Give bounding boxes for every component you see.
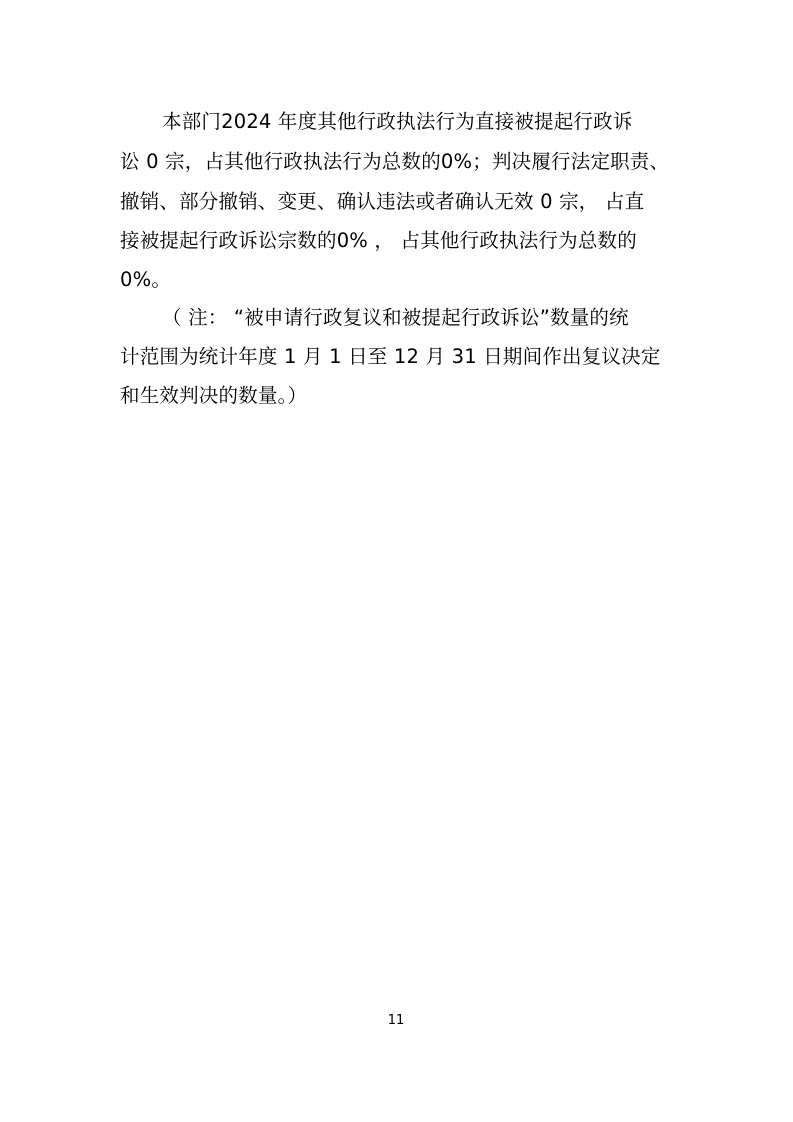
paragraph-1-line-2: 讼 0 宗，占其他行政执法行为总数的0%；判决履行法定职责、 <box>120 150 670 173</box>
paragraph-1-line-4: 接被提起行政诉讼宗数的0% ， 占其他行政执法行为总数的 <box>120 229 637 252</box>
paragraph-1-line-3: 撤销、部分撤销、变更、确认违法或者确认无效 0 宗， 占直 <box>120 190 645 213</box>
paragraph-2-line-1: （ 注： “被申请行政复议和被提起行政诉讼”数量的统 <box>162 306 629 329</box>
paragraph-2-line-2: 计范围为统计年度 1 月 1 日至 12 月 31 日期间作出复议决定 <box>120 345 661 368</box>
page-number: 11 <box>387 1013 405 1028</box>
paragraph-1-line-1: 本部门2024 年度其他行政执法行为直接被提起行政诉 <box>162 110 633 133</box>
paragraph-2-line-3: 和生效判决的数量。） <box>120 384 308 407</box>
paragraph-1-line-5: 0%。 <box>120 268 172 291</box>
